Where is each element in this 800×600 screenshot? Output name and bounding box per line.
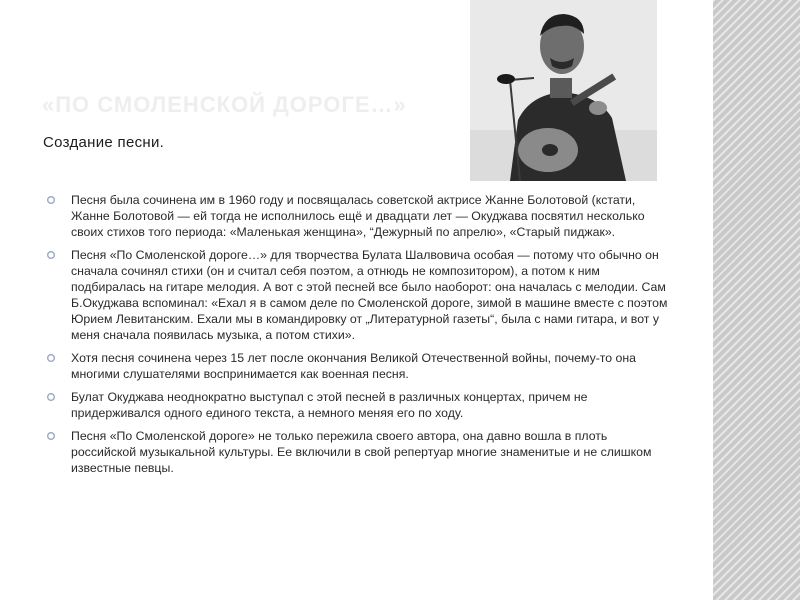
bullet-item — [44, 247, 670, 343]
ring-bullet-icon — [46, 392, 56, 402]
ring-bullet-icon — [46, 431, 56, 441]
bullet-list — [44, 192, 670, 483]
bullet-item — [44, 428, 670, 476]
singer-photo — [470, 0, 657, 181]
ring-bullet-icon — [46, 195, 56, 205]
bullet-text: Песня «По Смоленской дороге» не только пережила своего автора, она давно вошла в плоть российской музыкальной культуры. Ее включили в свой репертуар многие знаменитые и не слишком известные певцы. — [71, 429, 652, 475]
bullet-item — [44, 192, 670, 240]
bullet-text: Песня была сочинена им в 1960 году и посвящалась советской актрисе Жанне Болотовой (кстати, Жанне Болотовой — ей тогда не исполнилось ещё и двадцати лет — Окуджава посвятил несколько своих стихов того периода: «Маленькая женщина», “Дежурный по апрелю», «Старый пиджак». — [71, 193, 645, 239]
slide-title: «ПО СМОЛЕНСКОЙ ДОРОГЕ…» — [42, 92, 407, 117]
bullet-text: Песня «По Смоленской дороге…» для творчества Булата Шалвовича особая — потому что обычно он сначала сочинял стихи (он и считал себя поэтом, а отнюдь не композитором), а потом к ним подбиралась на гитаре мелодия. А вот с этой песней все было наоборот: она началась с мелодии. Сам Б.Окуджава вспоминал: «Ехал я в самом деле по Смоленской дороге, зимой в машине вместе с поэтом Юрием Левитанским. Ехали мы в командировку от „Литературной газеты“, была с нами гитара, и вот у меня сначала появилась музыка, а потом стихи». — [71, 248, 668, 342]
bullet-item — [44, 350, 670, 382]
ring-bullet-icon — [46, 353, 56, 363]
decorative-stripe — [713, 0, 800, 600]
ring-bullet-icon — [46, 250, 56, 260]
bullet-text: Хотя песня сочинена через 15 лет после окончания Великой Отечественной войны, почему-то она многими слушателями воспринимается как военная песня. — [71, 351, 637, 381]
bullet-text: Булат Окуджава неоднократно выступал с этой песней в различных концертах, причем не придерживался одного единого текста, а немного меняя его по ходу. — [71, 390, 588, 420]
bullet-item — [44, 389, 670, 421]
slide-subtitle: Создание песни. — [43, 134, 165, 151]
